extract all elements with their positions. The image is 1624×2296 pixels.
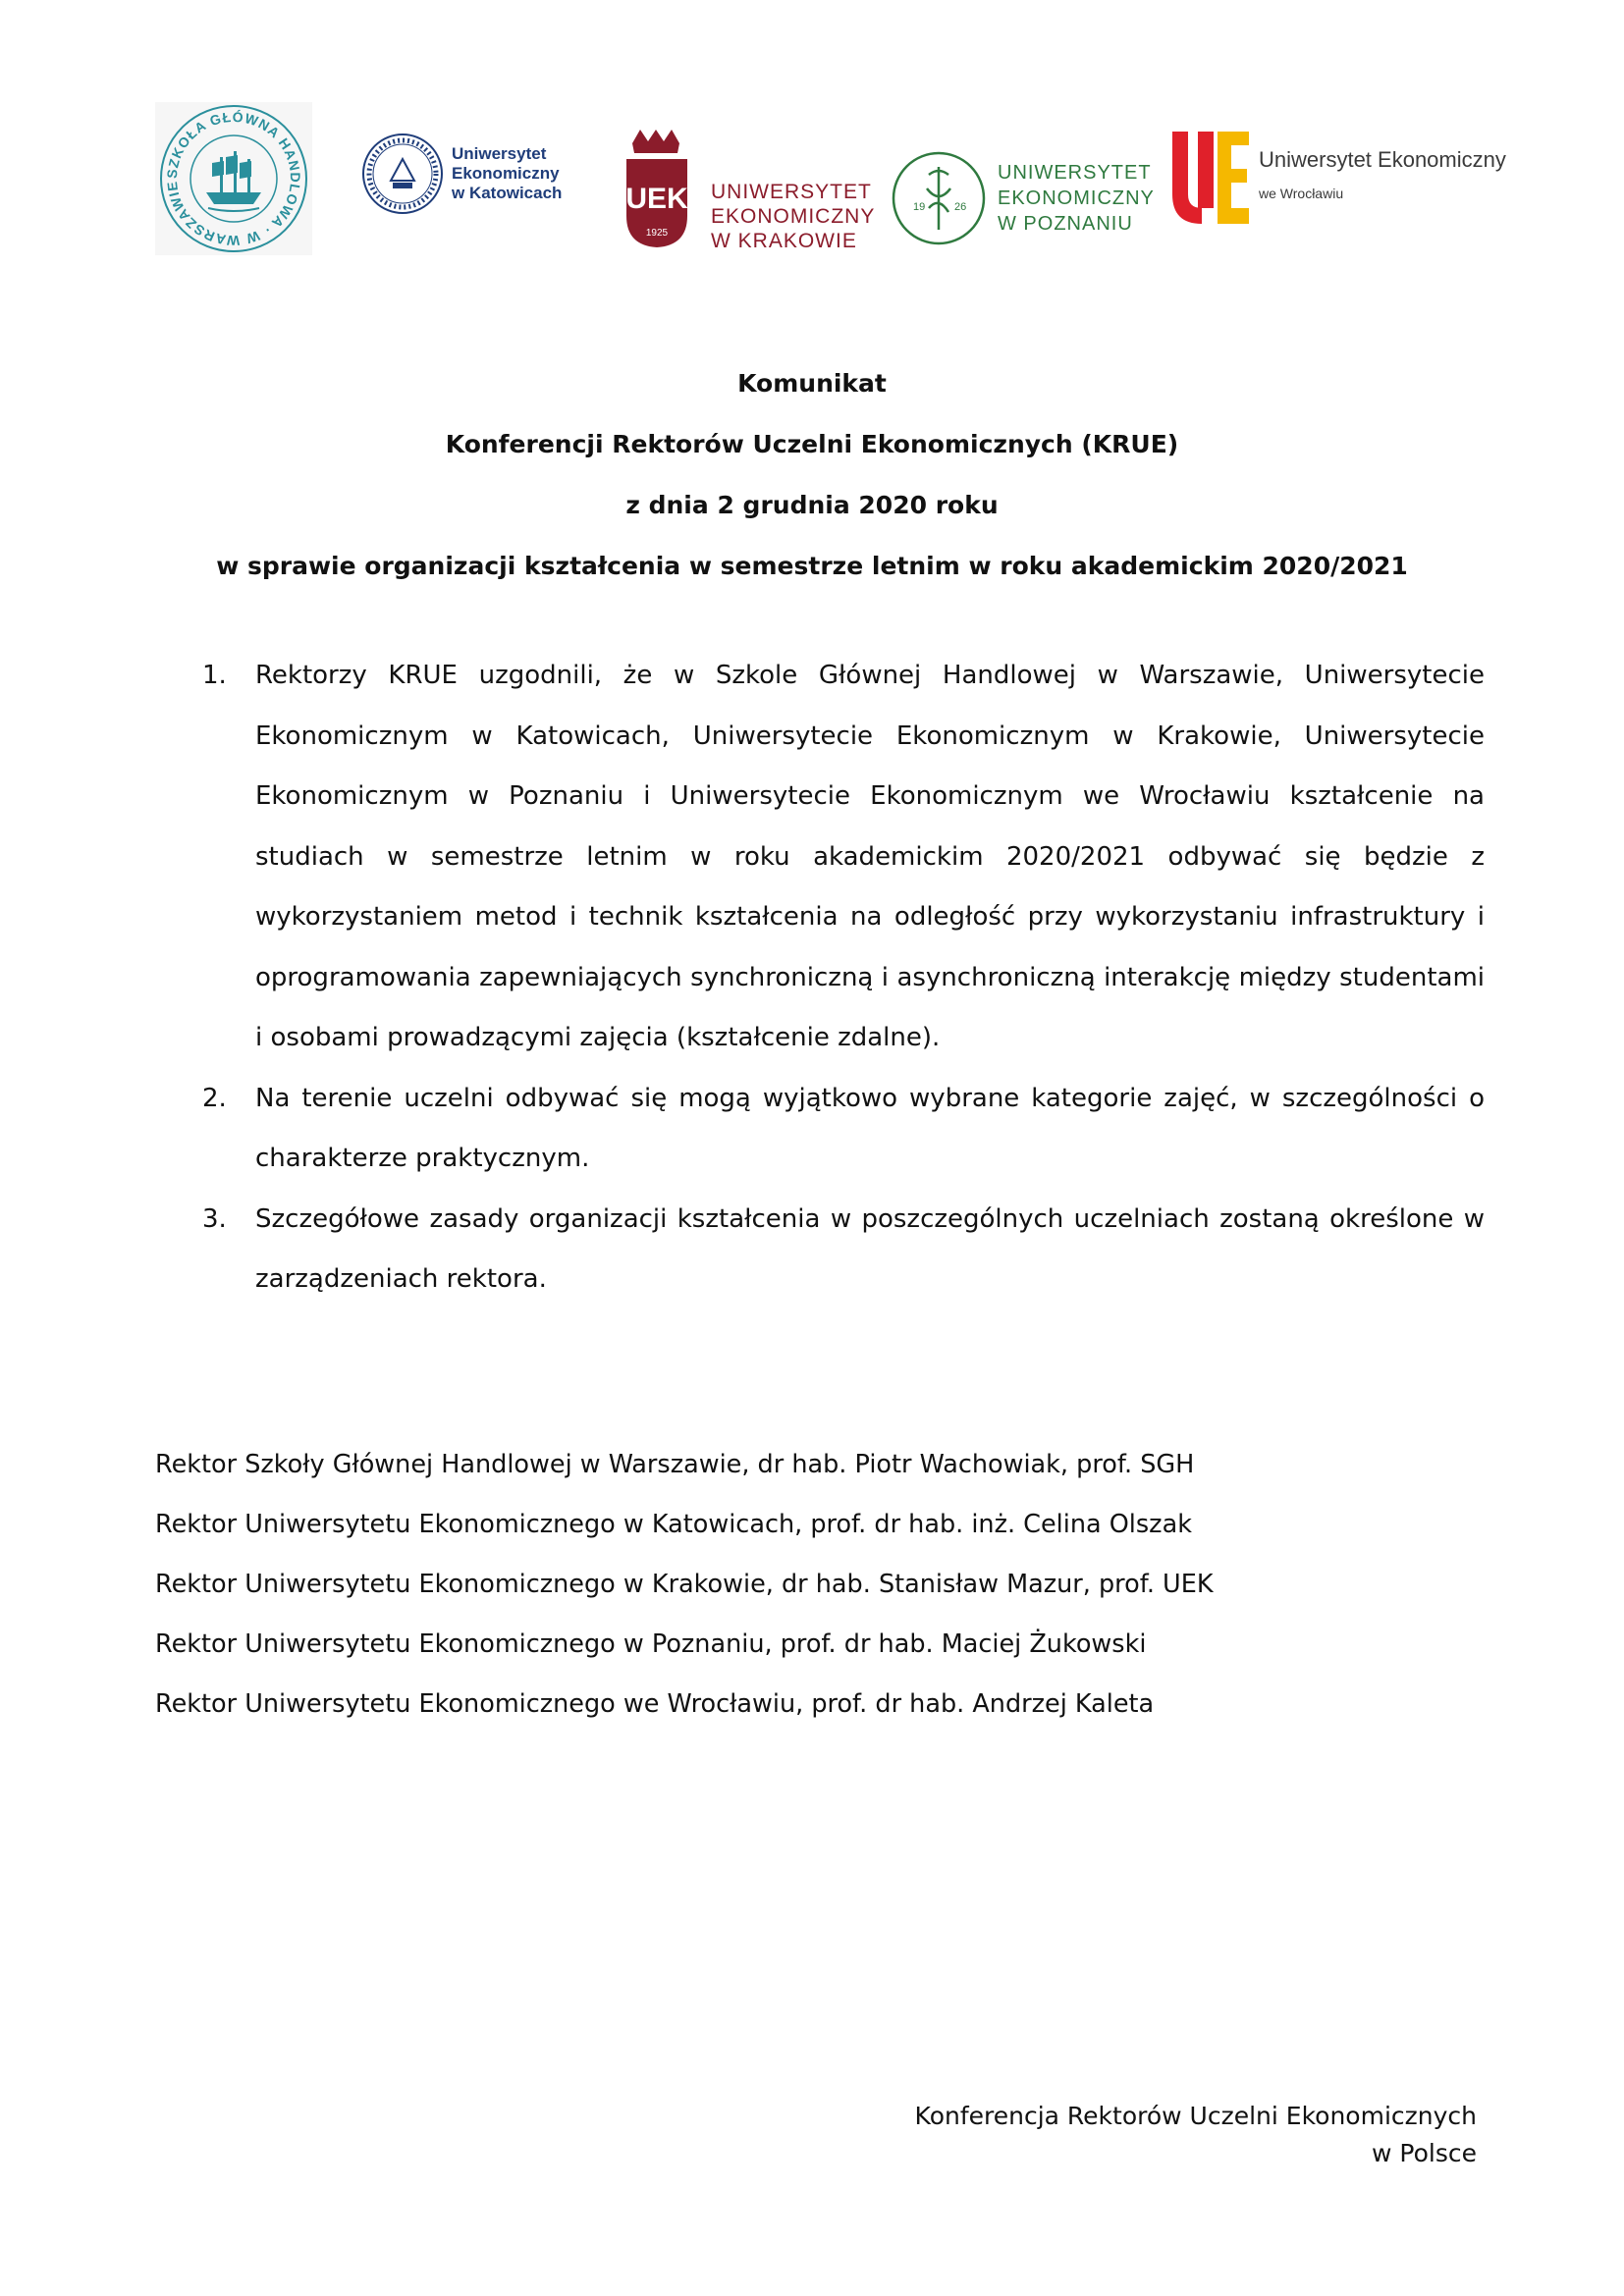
- closing-line2: w Polsce: [1372, 2139, 1477, 2167]
- uek-kat-line2: Ekonomiczny: [452, 164, 560, 183]
- ue-poznan-logo: [892, 149, 1155, 247]
- uek-krk-line1: UNIWERSYTET: [711, 181, 872, 203]
- poz-year-right: 26: [954, 201, 967, 213]
- list-item-text: Rektorzy KRUE uzgodnili, że w Szkole Głównej Handlowej w Warszawie, Uniwersytecie Ekonomicznym w Katowicach, Uniwersytecie Ekonomicznym w Krakowie, Uniwersytecie Ekonomicznym w Poznaniu i Uniwersytecie Ekonomicznym we Wrocławiu kształcenie na studiach w semestrze letnim w roku akademickim 2020/2021 odbywać się będzie z wykorzystaniem metod i technik kształcenia na odległość przy wykorzystaniu infrastruktury i oprogramowania zapewniających synchroniczną i asynchroniczną interakcję między studentami i osobami prowadzącymi zajęcia (kształcenie zdalne).: [255, 661, 1485, 1052]
- uek-krk-line3: W KRAKOWIE: [711, 230, 857, 252]
- signature-line: Rektor Uniwersytetu Ekonomicznego w Krakowie, dr hab. Stanisław Mazur, prof. UEK: [155, 1570, 1214, 1599]
- uek-krk-line2: EKONOMICZNY: [711, 205, 876, 228]
- signature-line: Rektor Uniwersytetu Ekonomicznego we Wrocławiu, prof. dr hab. Andrzej Kaleta: [155, 1689, 1155, 1719]
- wro-line1: Uniwersytet Ekonomiczny: [1259, 147, 1506, 172]
- ship-icon: [206, 151, 261, 211]
- signature-line: Rektor Uniwersytetu Ekonomicznego w Poznaniu, prof. dr hab. Maciej Żukowski: [155, 1629, 1147, 1659]
- heading-subject: w sprawie organizacji kształcenia w semestrze letnim w roku akademickim 2020/2021: [216, 552, 1408, 580]
- wro-line2: we Wrocławiu: [1259, 186, 1344, 201]
- numbered-list: [202, 646, 1485, 1310]
- heading-date: z dnia 2 grudnia 2020 roku: [625, 491, 999, 519]
- list-item: [202, 1069, 1485, 1190]
- list-item-text: Na terenie uczelni odbywać się mogą wyjątkowo wybrane kategorie zajęć, w szczególności o charakterze praktycznym.: [255, 1083, 1485, 1173]
- poz-line3: W POZNANIU: [998, 213, 1133, 235]
- uek-krk-year: 1925: [645, 228, 669, 239]
- signatures: [155, 1435, 1432, 1735]
- list-item: [202, 1190, 1485, 1310]
- ue-katowice-logo: [361, 130, 587, 218]
- closing-signature: [915, 2098, 1477, 2172]
- closing-line1: Konferencja Rektorów Uczelni Ekonomicznych: [914, 2102, 1477, 2130]
- heading-title: Komunikat: [737, 369, 887, 398]
- heading-conference: Konferencji Rektorów Uczelni Ekonomicznych (KRUE): [445, 430, 1179, 458]
- caduceus-icon: [927, 167, 950, 230]
- document-heading: [0, 353, 1624, 597]
- list-item-number: 1.: [202, 661, 227, 690]
- uek-kat-line1: Uniwersytet: [452, 144, 547, 163]
- uek-krakow-logo: [623, 130, 888, 252]
- poz-line1: UNIWERSYTET: [998, 162, 1152, 184]
- uek-kat-line3: w Katowicach: [452, 184, 563, 202]
- poz-line2: EKONOMICZNY: [998, 187, 1155, 209]
- list-item: [202, 646, 1485, 1069]
- sgh-ring-text: SZKOŁA GŁÓWNA HANDLOWA · W WARSZAWIE: [163, 108, 304, 249]
- signature-line: Rektor Uniwersytetu Ekonomicznego w Katowicach, prof. dr hab. inż. Celina Olszak: [155, 1510, 1192, 1539]
- sgh-logo: [155, 102, 312, 255]
- ue-wroclaw-logo: [1168, 126, 1506, 234]
- university-logos: [155, 98, 1506, 255]
- uek-monogram: UEK: [625, 183, 688, 215]
- crown-icon: [632, 130, 679, 153]
- list-item-number: 3.: [202, 1203, 227, 1234]
- list-item-number: 2.: [202, 1083, 227, 1113]
- ue-monogram-icon: [1172, 132, 1202, 224]
- list-item-text: Szczegółowe zasady organizacji kształcenia w poszczególnych uczelniach zostaną określone w zarządzeniach rektora.: [255, 1203, 1485, 1294]
- signature-line: Rektor Szkoły Głównej Handlowej w Warszawie, dr hab. Piotr Wachowiak, prof. SGH: [155, 1450, 1195, 1479]
- poz-year-left: 19: [913, 201, 926, 213]
